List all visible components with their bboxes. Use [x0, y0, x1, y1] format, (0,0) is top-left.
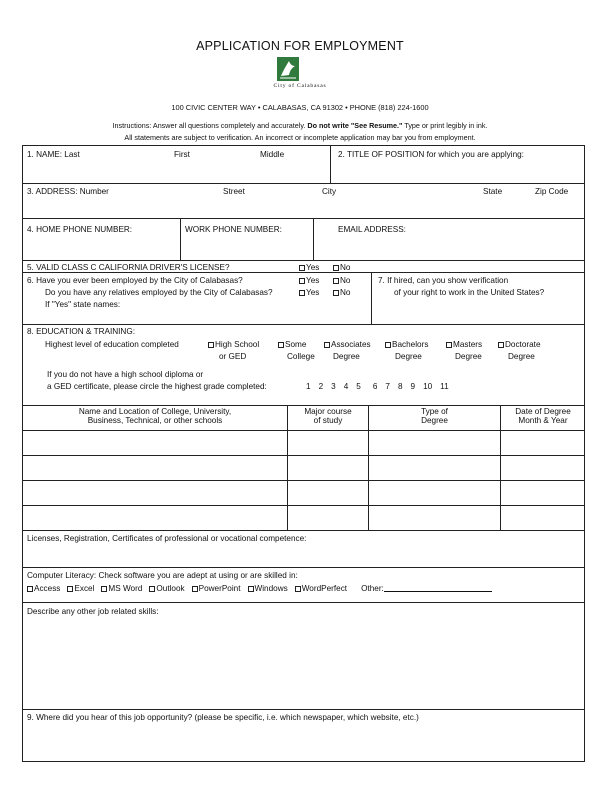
checkbox-icon	[208, 342, 214, 348]
title-position-input[interactable]	[333, 160, 583, 181]
col-school-header: Name and Location of College, University, Business, Technical, or other schools	[78, 407, 232, 425]
software-outlook[interactable]: Outlook	[149, 584, 184, 593]
email-label: EMAIL ADDRESS:	[338, 225, 406, 234]
ged-text-2: a GED certificate, please circle the highest grade completed:	[47, 382, 267, 391]
work-phone-input[interactable]	[183, 236, 311, 258]
name-input[interactable]	[25, 160, 327, 181]
edu-option-bachelors-sub: Degree	[395, 352, 422, 361]
software-wordperfect[interactable]: WordPerfect	[295, 584, 347, 593]
highest-level-label: Highest level of education completed	[45, 340, 179, 349]
title-position-label: 2. TITLE OF POSITION for which you are applying:	[338, 150, 524, 159]
checkbox-icon	[299, 278, 305, 284]
licenses-label: Licenses, Registration, Certificates of professional or vocational competence:	[27, 534, 307, 543]
grade-3[interactable]: 3	[331, 382, 336, 391]
edu-option-some-college-sub: College	[287, 352, 315, 361]
checkbox-icon	[295, 586, 301, 592]
checkbox-icon	[333, 290, 339, 296]
checkbox-icon	[498, 342, 504, 348]
table-row[interactable]	[23, 506, 585, 530]
employed-yes-option[interactable]: Yes	[299, 276, 319, 285]
checkbox-icon	[149, 586, 155, 592]
logo-caption: City of Calabasas	[273, 83, 327, 89]
col-degree-type-header: Type of Degree	[421, 407, 448, 425]
grade-5[interactable]: 5	[356, 382, 361, 391]
checkbox-icon	[446, 342, 452, 348]
software-powerpoint[interactable]: PowerPoint	[192, 584, 241, 593]
relatives-yes-option[interactable]: Yes	[299, 288, 319, 297]
instructions-line-2: All statements are subject to verification. An incorrect or incomplete application may bar you from employment.	[124, 133, 476, 142]
edu-option-high-school-sub: or GED	[219, 352, 247, 361]
col-major-header: Major course of study	[304, 407, 352, 425]
grade-6[interactable]: 6	[372, 382, 378, 391]
name-middle-label: Middle	[260, 150, 285, 159]
checkbox-icon	[299, 265, 305, 271]
grade-10[interactable]: 10	[423, 382, 433, 391]
table-row[interactable]	[23, 481, 585, 505]
address-input[interactable]	[25, 198, 583, 216]
col-degree-date-header: Date of Degree Month & Year	[515, 407, 571, 425]
other-software-label: Other:	[361, 584, 384, 593]
relatives-no-option[interactable]: No	[333, 288, 350, 297]
verification-question-1: 7. If hired, can you show verification	[378, 276, 509, 285]
page-title: APPLICATION FOR EMPLOYMENT	[196, 39, 404, 53]
instructions-line-1: Instructions: Answer all questions completely and accurately. Do not write "See Resume." Type or print legibly in ink.	[112, 121, 488, 130]
edu-option-high-school[interactable]: High School	[208, 340, 259, 349]
grade-1[interactable]: 1	[306, 382, 311, 391]
software-msword[interactable]: MS Word	[101, 584, 142, 593]
other-software-input[interactable]	[384, 583, 492, 592]
grade-9[interactable]: 9	[410, 382, 416, 391]
address-state-label: State	[483, 187, 503, 196]
address-city-label: City	[322, 187, 337, 196]
address-street-label: Street	[223, 187, 245, 196]
checkbox-icon	[67, 586, 73, 592]
city-logo-icon	[277, 57, 299, 81]
license-no-option[interactable]: No	[333, 263, 350, 272]
verification-question-2: of your right to work in the United States?	[394, 288, 545, 297]
checkbox-icon	[278, 342, 284, 348]
address-zip-label: Zip Code	[535, 187, 569, 196]
checkbox-icon	[248, 586, 254, 592]
software-windows[interactable]: Windows	[248, 584, 288, 593]
name-first-label: First	[174, 150, 190, 159]
checkbox-icon	[333, 265, 339, 271]
grade-options	[306, 382, 449, 391]
checkbox-icon	[192, 586, 198, 592]
table-row[interactable]	[23, 456, 585, 480]
license-question: 5. VALID CLASS C CALIFORNIA DRIVER'S LICENSE?	[27, 263, 230, 272]
checkbox-icon	[324, 342, 330, 348]
software-options	[27, 583, 492, 593]
other-skills-label: Describe any other job related skills:	[27, 607, 159, 616]
checkbox-icon	[101, 586, 107, 592]
relatives-names-label: If "Yes" state names:	[45, 300, 121, 309]
checkbox-icon	[385, 342, 391, 348]
job-source-input[interactable]	[25, 724, 583, 759]
computer-literacy-label: Computer Literacy: Check software you are adept at using or are skilled in:	[27, 571, 298, 580]
name-last-label: 1. NAME: Last	[27, 150, 80, 159]
work-phone-label: WORK PHONE NUMBER:	[185, 225, 282, 234]
grade-2[interactable]: 2	[318, 382, 324, 391]
employed-question: 6. Have you ever been employed by the City of Calabasas?	[27, 276, 243, 285]
grade-8[interactable]: 8	[397, 382, 403, 391]
edu-option-doctorate-sub: Degree	[508, 352, 535, 361]
grade-7[interactable]: 7	[385, 382, 390, 391]
grade-4[interactable]: 4	[343, 382, 349, 391]
grade-11[interactable]: 11	[440, 382, 449, 391]
employed-no-option[interactable]: No	[333, 276, 350, 285]
licenses-input[interactable]	[25, 545, 583, 565]
home-phone-input[interactable]	[25, 236, 178, 258]
license-yes-option[interactable]: Yes	[299, 263, 319, 272]
software-excel[interactable]: Excel	[67, 584, 94, 593]
relatives-names-input[interactable]	[124, 299, 368, 321]
email-input[interactable]	[316, 236, 583, 258]
edu-option-associates-sub: Degree	[333, 352, 360, 361]
job-source-question: 9. Where did you hear of this job opportunity? (please be specific, i.e. which newspaper, which website, etc.)	[27, 713, 419, 722]
checkbox-icon	[299, 290, 305, 296]
ged-text-1: If you do not have a high school diploma or	[47, 370, 204, 379]
software-access[interactable]: Access	[27, 584, 60, 593]
edu-option-doctorate[interactable]: Doctorate	[498, 340, 541, 349]
education-heading: 8. EDUCATION & TRAINING:	[27, 327, 135, 336]
edu-option-bachelors[interactable]: Bachelors	[385, 340, 428, 349]
table-row[interactable]	[23, 431, 585, 455]
edu-option-some-college[interactable]: Some	[278, 340, 306, 349]
relatives-question: Do you have any relatives employed by the City of Calabasas?	[45, 288, 273, 297]
checkbox-icon	[27, 586, 33, 592]
city-address: 100 CIVIC CENTER WAY • CALABASAS, CA 91302 • PHONE (818) 224-1600	[171, 103, 429, 112]
edu-option-associates[interactable]: Associates	[324, 340, 371, 349]
edu-option-masters[interactable]: Masters	[446, 340, 482, 349]
checkbox-icon	[333, 278, 339, 284]
address-number-label: 3. ADDRESS: Number	[27, 187, 109, 196]
edu-option-masters-sub: Degree	[455, 352, 482, 361]
home-phone-label: 4. HOME PHONE NUMBER:	[27, 225, 133, 234]
other-skills-input[interactable]	[25, 618, 583, 706]
